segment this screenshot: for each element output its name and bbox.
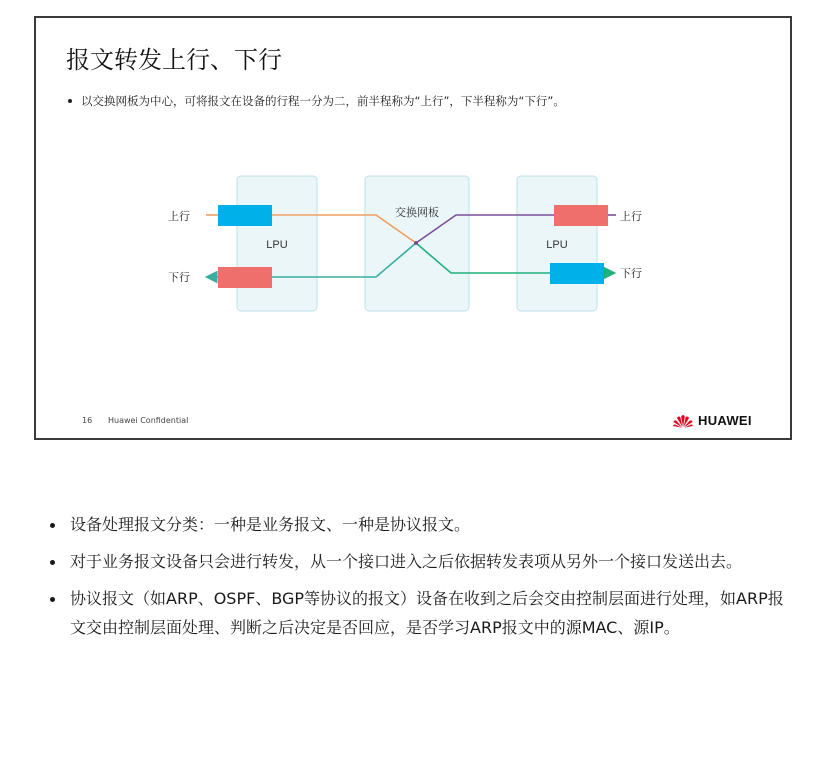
left-lpu-label: LPU: [266, 239, 288, 251]
switch-fabric-label: 交换网板: [395, 206, 439, 219]
right-up-label: 上行: [620, 210, 642, 223]
huawei-petal-icon: [672, 412, 694, 428]
huawei-logo-text: HUAWEI: [698, 412, 752, 428]
slide-frame: [34, 16, 792, 440]
forwarding-diagram: [36, 18, 792, 438]
slide-title: 报文转发上行、下行: [66, 46, 282, 74]
right-downstream-port: [550, 263, 604, 284]
right-upstream-port: [554, 205, 608, 226]
confidential-label: Huawei Confidential: [108, 416, 189, 425]
slide-bullet-text: 以交换网板为中心，可将报文在设备的行程一分为二，前半程称为“上行”，下半程称为“下行”。: [81, 94, 565, 108]
note-item: 对于业务报文设备只会进行转发，从一个接口进入之后依据转发表项从另外一个接口发送出去。: [48, 547, 788, 576]
note-item: 协议报文（如ARP、OSPF、BGP等协议的报文）设备在收到之后会交由控制层面进行处理，如ARP报文交由控制层面处理、判断之后决定是否回应，是否学习ARP报文中的源MAC、源IP。: [48, 584, 788, 642]
fabric-junction: [414, 241, 418, 245]
huawei-logo: [672, 411, 752, 429]
left-upstream-port: [218, 205, 272, 226]
right-down-label: 下行: [620, 267, 642, 280]
left-up-label: 上行: [168, 210, 190, 223]
left-down-label: 下行: [168, 271, 190, 284]
left-downstream-port: [218, 267, 272, 288]
notes-section: [48, 510, 788, 650]
page-number: 16: [82, 416, 93, 425]
right-lpu-label: LPU: [546, 239, 568, 251]
note-item: 设备处理报文分类：一种是业务报文、一种是协议报文。: [48, 510, 788, 539]
